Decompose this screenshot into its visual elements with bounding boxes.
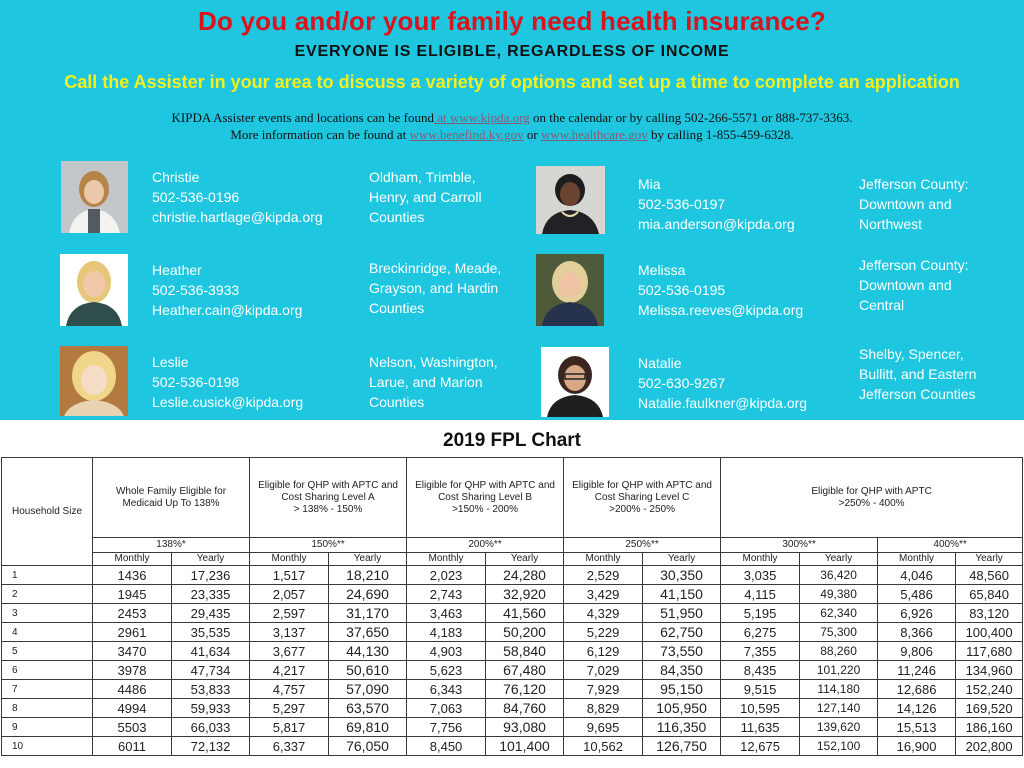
yearly-header: Yearly: [956, 553, 1023, 566]
group-header-level-a: [250, 458, 407, 538]
table-cell: 3,137: [250, 623, 329, 642]
header-line: Eligible for QHP with APTC: [811, 485, 932, 497]
area-christie: Oldham, Trimble, Henry, and Carroll Counties: [369, 169, 482, 225]
monthly-header: Monthly: [250, 553, 329, 566]
household-size-cell: 3: [2, 604, 93, 623]
table-cell: 9,515: [721, 680, 800, 699]
table-cell: 101,220: [800, 661, 878, 680]
contact-phone[interactable]: 502-630-9267: [638, 375, 726, 391]
table-cell: 5,486: [878, 585, 956, 604]
table-cell: 76,120: [486, 680, 564, 699]
info-line-2: [0, 127, 1024, 143]
avatar-mia: [536, 166, 605, 234]
contact-heather: [152, 260, 302, 320]
table-cell: 114,180: [800, 680, 878, 699]
table-cell: 63,570: [329, 699, 407, 718]
table-row: [2, 566, 1023, 585]
contact-name: Natalie: [638, 355, 682, 371]
table-cell: 6,343: [407, 680, 486, 699]
table-cell: 4,115: [721, 585, 800, 604]
household-size-cell: 1: [2, 566, 93, 585]
contact-name: Leslie: [152, 354, 189, 370]
table-cell: 36,420: [800, 566, 878, 585]
table-cell: 4994: [93, 699, 172, 718]
table-cell: 59,933: [172, 699, 250, 718]
table-cell: 76,050: [329, 737, 407, 756]
header-line: Eligible for QHP with APTC and: [415, 479, 555, 491]
table-row: [2, 604, 1023, 623]
table-cell: 62,750: [643, 623, 721, 642]
table-cell: 7,355: [721, 642, 800, 661]
header-line: Eligible for QHP with APTC and: [258, 479, 398, 491]
call-to-action: Call the Assister in your area to discuss a variety of options and set up a time to complete an application: [64, 72, 960, 92]
contact-name: Melissa: [638, 262, 686, 278]
table-cell: 67,480: [486, 661, 564, 680]
percent-header: 400%**: [878, 538, 1023, 553]
fpl-chart-section: [0, 420, 1024, 768]
table-cell: 1945: [93, 585, 172, 604]
header-line: Cost Sharing Level A: [281, 491, 375, 503]
table-row: [2, 585, 1023, 604]
table-cell: 5,623: [407, 661, 486, 680]
info-line-1-prefix: KIPDA Assister events and locations can be found: [171, 110, 435, 125]
monthly-header: Monthly: [93, 553, 172, 566]
contact-email[interactable]: Heather.cain@kipda.org: [152, 302, 303, 318]
contact-phone[interactable]: 502-536-0195: [638, 282, 726, 298]
table-cell: 44,130: [329, 642, 407, 661]
table-cell: 8,829: [564, 699, 643, 718]
avatar-leslie: [60, 346, 128, 416]
table-cell: 2,529: [564, 566, 643, 585]
contact-name: Mia: [638, 176, 661, 192]
info-line-2-or: or: [523, 127, 541, 142]
contact-email[interactable]: Melissa.reeves@kipda.org: [638, 302, 804, 318]
table-cell: 11,246: [878, 661, 956, 680]
header-line: >200% - 250%: [609, 503, 675, 515]
household-size-cell: 2: [2, 585, 93, 604]
table-cell: 5,817: [250, 718, 329, 737]
table-cell: 17,236: [172, 566, 250, 585]
table-cell: 8,435: [721, 661, 800, 680]
table-cell: 3,035: [721, 566, 800, 585]
table-cell: 3978: [93, 661, 172, 680]
area-mia: Jefferson County: Downtown and Northwest: [859, 176, 969, 232]
header-line: Cost Sharing Level C: [594, 491, 690, 503]
group-header-aptc: [721, 458, 1023, 538]
table-cell: 51,950: [643, 604, 721, 623]
chart-title: 2019 FPL Chart: [443, 430, 581, 451]
table-cell: 2,023: [407, 566, 486, 585]
table-cell: 4486: [93, 680, 172, 699]
contact-name: Christie: [152, 169, 200, 185]
contact-phone[interactable]: 502-536-0198: [152, 374, 240, 390]
table-cell: 4,903: [407, 642, 486, 661]
percent-header: 150%**: [250, 538, 407, 553]
table-cell: 57,090: [329, 680, 407, 699]
table-cell: 65,840: [956, 585, 1023, 604]
table-cell: 29,435: [172, 604, 250, 623]
table-cell: 84,760: [486, 699, 564, 718]
table-cell: 50,610: [329, 661, 407, 680]
monthly-header: Monthly: [407, 553, 486, 566]
table-cell: 62,340: [800, 604, 878, 623]
table-cell: 69,810: [329, 718, 407, 737]
table-cell: 16,900: [878, 737, 956, 756]
table-cell: 10,562: [564, 737, 643, 756]
table-cell: 6,129: [564, 642, 643, 661]
contact-phone[interactable]: 502-536-0196: [152, 189, 240, 205]
monthly-header: Monthly: [721, 553, 800, 566]
contact-leslie: [152, 352, 303, 412]
table-cell: 7,063: [407, 699, 486, 718]
table-cell: 50,200: [486, 623, 564, 642]
table-cell: 12,686: [878, 680, 956, 699]
yearly-header: Yearly: [800, 553, 878, 566]
info-line-2-suffix: by calling 1-855-459-6328.: [647, 127, 794, 142]
table-cell: 7,929: [564, 680, 643, 699]
table-cell: 134,960: [956, 661, 1023, 680]
header-line: Cost Sharing Level B: [438, 491, 533, 503]
table-row: [2, 642, 1023, 661]
group-header-level-b: [407, 458, 564, 538]
table-cell: 8,366: [878, 623, 956, 642]
table-cell: 47,734: [172, 661, 250, 680]
table-cell: 3470: [93, 642, 172, 661]
table-cell: 116,350: [643, 718, 721, 737]
header-line: >150% - 200%: [452, 503, 518, 515]
table-cell: 48,560: [956, 566, 1023, 585]
contact-natalie: [638, 353, 807, 413]
avatar-melissa: [536, 254, 604, 326]
table-cell: 37,650: [329, 623, 407, 642]
contact-phone[interactable]: 502-536-0197: [638, 196, 726, 212]
table-cell: 5,229: [564, 623, 643, 642]
benefind-link[interactable]: www.benefind.ky.gov: [409, 127, 524, 142]
table-cell: 41,634: [172, 642, 250, 661]
table-cell: 7,756: [407, 718, 486, 737]
table-cell: 83,120: [956, 604, 1023, 623]
table-cell: 32,920: [486, 585, 564, 604]
table-cell: 72,132: [172, 737, 250, 756]
table-cell: 11,635: [721, 718, 800, 737]
table-cell: 93,080: [486, 718, 564, 737]
contact-email[interactable]: Natalie.faulkner@kipda.org: [638, 395, 808, 411]
table-row: [2, 661, 1023, 680]
contact-email[interactable]: christie.hartlage@kipda.org: [152, 209, 323, 225]
table-cell: 5503: [93, 718, 172, 737]
table-cell: 152,240: [956, 680, 1023, 699]
table-cell: 5,297: [250, 699, 329, 718]
table-cell: 126,750: [643, 737, 721, 756]
table-cell: 2453: [93, 604, 172, 623]
table-cell: 2,597: [250, 604, 329, 623]
percent-header: 138%*: [93, 538, 250, 553]
household-size-header: Household Size: [2, 458, 93, 566]
healthcare-link[interactable]: www.healthcare.gov: [541, 127, 648, 142]
table-cell: 6,926: [878, 604, 956, 623]
avatar-natalie: [541, 347, 609, 417]
contact-melissa: [638, 260, 803, 320]
table-row: [2, 623, 1023, 642]
subhead: EVERYONE IS ELIGIBLE, REGARDLESS OF INCOME: [294, 43, 730, 60]
table-cell: 2,057: [250, 585, 329, 604]
group-header-level-c: [564, 458, 721, 538]
table-row: [2, 737, 1023, 756]
table-row: [2, 680, 1023, 699]
table-cell: 95,150: [643, 680, 721, 699]
area-melissa: Jefferson County: Downtown and Central: [859, 257, 969, 313]
percent-header: 200%**: [407, 538, 564, 553]
table-cell: 31,170: [329, 604, 407, 623]
table-cell: 3,463: [407, 604, 486, 623]
table-cell: 53,833: [172, 680, 250, 699]
table-cell: 202,800: [956, 737, 1023, 756]
percent-header: 300%**: [721, 538, 878, 553]
table-cell: 3,677: [250, 642, 329, 661]
table-cell: 58,840: [486, 642, 564, 661]
table-cell: 5,195: [721, 604, 800, 623]
household-size-cell: 7: [2, 680, 93, 699]
table-cell: 24,690: [329, 585, 407, 604]
contact-name: Heather: [152, 262, 202, 278]
fpl-table: [1, 457, 1023, 756]
table-row: [2, 699, 1023, 718]
table-cell: 4,757: [250, 680, 329, 699]
table-cell: 4,217: [250, 661, 329, 680]
table-cell: 4,046: [878, 566, 956, 585]
household-size-cell: 6: [2, 661, 93, 680]
monthly-header: Monthly: [564, 553, 643, 566]
table-row: [2, 718, 1023, 737]
household-size-cell: 9: [2, 718, 93, 737]
header-line: Whole Family Eligible for: [115, 485, 227, 497]
table-cell: 169,520: [956, 699, 1023, 718]
table-cell: 3,429: [564, 585, 643, 604]
table-cell: 10,595: [721, 699, 800, 718]
household-size-cell: 4: [2, 623, 93, 642]
header-line: >250% - 400%: [838, 497, 905, 509]
monthly-header: Monthly: [878, 553, 956, 566]
table-cell: 75,300: [800, 623, 878, 642]
table-cell: 4,329: [564, 604, 643, 623]
household-size-cell: 5: [2, 642, 93, 661]
table-cell: 2,743: [407, 585, 486, 604]
header-line: > 138% - 150%: [293, 503, 363, 515]
table-cell: 88,260: [800, 642, 878, 661]
avatar-heather: [60, 254, 128, 326]
table-cell: 6,337: [250, 737, 329, 756]
table-cell: 73,550: [643, 642, 721, 661]
table-cell: 2961: [93, 623, 172, 642]
contact-email[interactable]: Leslie.cusick@kipda.org: [152, 394, 304, 410]
info-line-2-prefix: More information can be found at: [230, 127, 410, 142]
contact-email[interactable]: mia.anderson@kipda.org: [638, 216, 795, 232]
info-line-1-suffix: on the calendar or by calling 502-266-5571 or 888-737-3363.: [529, 110, 853, 125]
area-heather: Breckinridge, Meade, Grayson, and Hardin Counties: [369, 260, 502, 316]
headline: Do you and/or your family need health insurance?: [198, 6, 826, 36]
table-cell: 18,210: [329, 566, 407, 585]
table-cell: 127,140: [800, 699, 878, 718]
table-cell: 41,560: [486, 604, 564, 623]
avatar-christie: [61, 161, 128, 233]
table-cell: 23,335: [172, 585, 250, 604]
table-cell: 6011: [93, 737, 172, 756]
table-cell: 105,950: [643, 699, 721, 718]
header-line: Eligible for QHP with APTC and: [572, 479, 712, 491]
yearly-header: Yearly: [172, 553, 250, 566]
table-cell: 4,183: [407, 623, 486, 642]
table-cell: 101,400: [486, 737, 564, 756]
contact-phone[interactable]: 502-536-3933: [152, 282, 240, 298]
table-cell: 152,100: [800, 737, 878, 756]
household-size-cell: 10: [2, 737, 93, 756]
table-cell: 14,126: [878, 699, 956, 718]
table-cell: 12,675: [721, 737, 800, 756]
table-cell: 8,450: [407, 737, 486, 756]
table-cell: 7,029: [564, 661, 643, 680]
group-header-medicaid: [93, 458, 250, 538]
contact-mia: [638, 174, 795, 234]
table-cell: 84,350: [643, 661, 721, 680]
table-cell: 9,806: [878, 642, 956, 661]
area-natalie: Shelby, Spencer, Bullitt, and Eastern Jefferson Counties: [859, 346, 977, 402]
table-cell: 6,275: [721, 623, 800, 642]
table-cell: 9,695: [564, 718, 643, 737]
household-size-cell: 8: [2, 699, 93, 718]
table-cell: 15,513: [878, 718, 956, 737]
yearly-header: Yearly: [486, 553, 564, 566]
table-cell: 1,517: [250, 566, 329, 585]
table-cell: 117,680: [956, 642, 1023, 661]
yearly-header: Yearly: [643, 553, 721, 566]
contact-christie: [152, 167, 323, 227]
table-cell: 35,535: [172, 623, 250, 642]
table-cell: 186,160: [956, 718, 1023, 737]
kipda-link[interactable]: at www.kipda.org: [434, 110, 530, 125]
table-cell: 30,350: [643, 566, 721, 585]
table-cell: 139,620: [800, 718, 878, 737]
header-line: Medicaid Up To 138%: [122, 497, 220, 509]
percent-header: 250%**: [564, 538, 721, 553]
table-cell: 1436: [93, 566, 172, 585]
info-line-1: [0, 110, 1024, 126]
area-leslie: Nelson, Washington, Larue, and Marion Counties: [369, 354, 498, 410]
yearly-header: Yearly: [329, 553, 407, 566]
table-cell: 100,400: [956, 623, 1023, 642]
table-cell: 49,380: [800, 585, 878, 604]
table-cell: 24,280: [486, 566, 564, 585]
table-cell: 41,150: [643, 585, 721, 604]
table-cell: 66,033: [172, 718, 250, 737]
